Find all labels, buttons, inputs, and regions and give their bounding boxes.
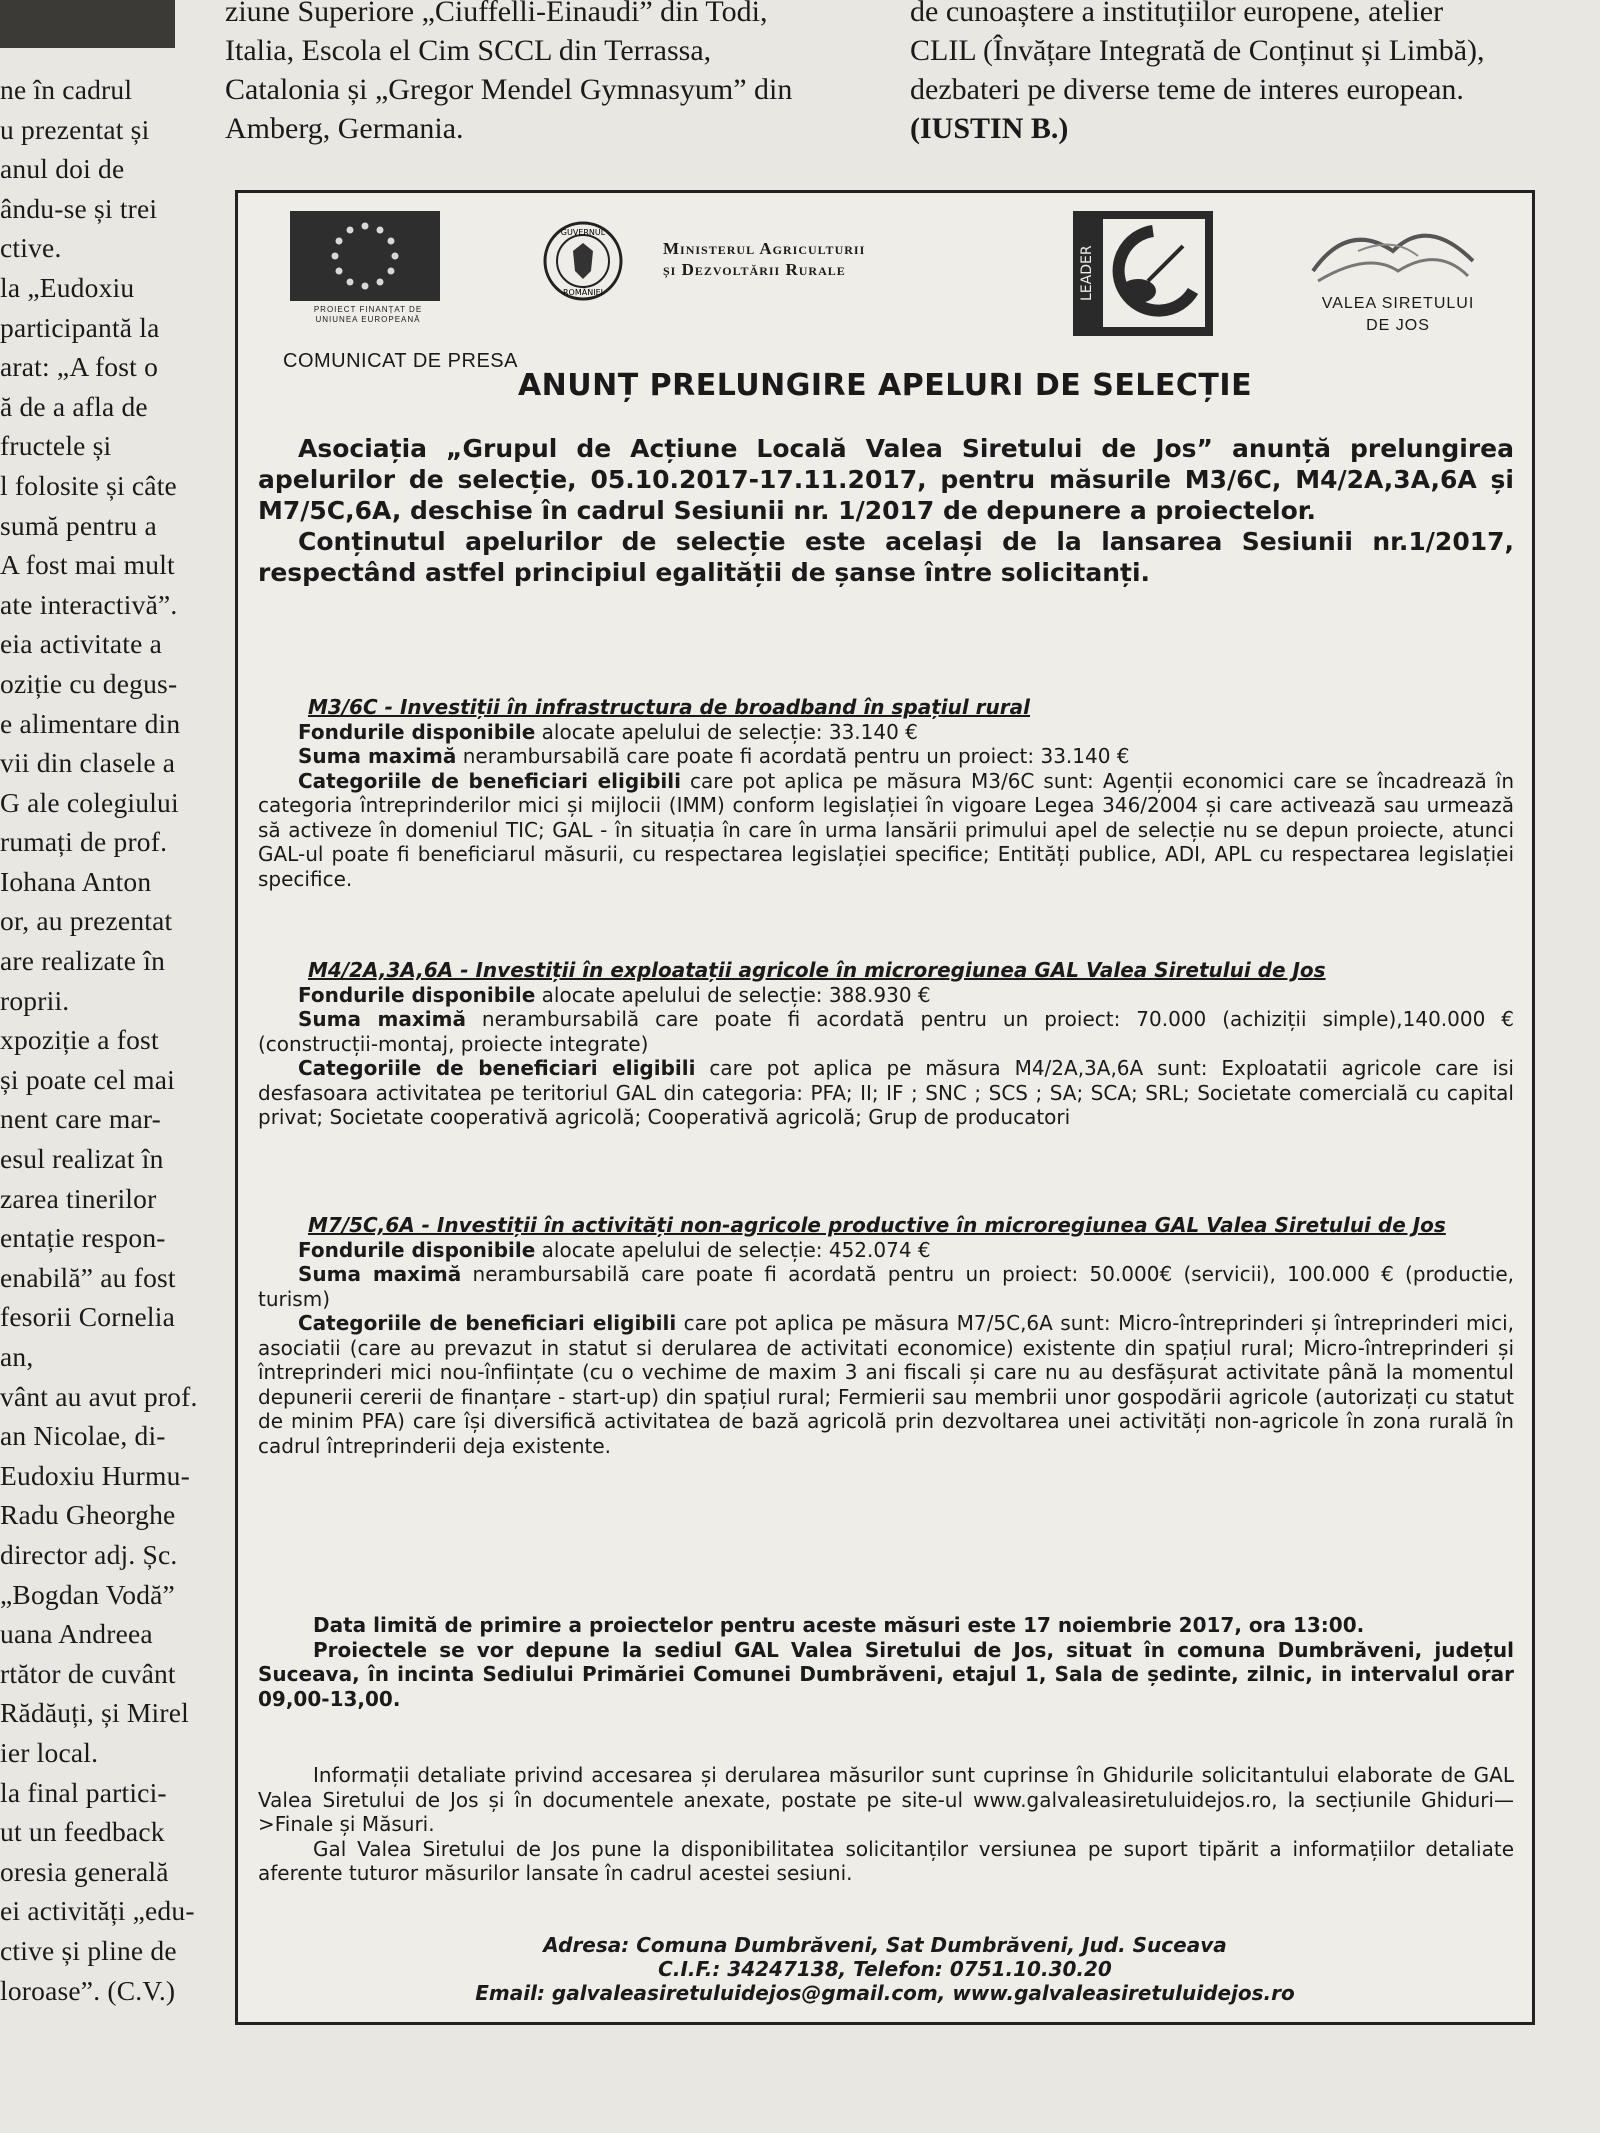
text-line: rumați de prof. xyxy=(0,826,168,858)
author-signature: (IUSTIN B.) xyxy=(910,112,1069,145)
measure-beneficiaries: Categoriile de beneficiari eligibili care pot aplica pe măsura M7/5C,6A sunt: Micro-întreprinderi și întreprinderi mici, asociatii (care au prevazut in statut si derularea de activitati economice) existente din spațiul rural; Micro-întreprinderi și întreprinderi mici nou-înființate (cu o vechime de maxim 3 ani fiscali și care nu au desfășurat activitate până la momentul depunerii cererii de finanțare - start-up) din spațiul rural; Fermierii sau membrii unor gospodării agricole (autorizați cu statut de minim PFA) care își diversifică activitatea de bază agricolă prin dezvoltarea unei activități non-agricole în zona rurală în cadrul întreprinderii deja existente. xyxy=(258,1311,1514,1458)
valea-siretului-name: VALEA SIRETULUI DE JOS xyxy=(1321,295,1475,334)
measure-section-m4 xyxy=(258,958,1514,1130)
text-line: Iohana Anton xyxy=(0,865,152,897)
text-line: arat: „A fost o xyxy=(0,351,159,383)
text-line: zarea tinerilor xyxy=(0,1182,157,1214)
press-release-label: COMUNICAT DE PRESA xyxy=(283,350,518,372)
deadline-text: Data limită de primire a proiectelor pentru aceste măsuri este 17 noiembrie 2017, ora 13:00. xyxy=(313,1613,1365,1637)
text-line: xpoziție a fost xyxy=(0,1024,159,1056)
text-line: ziune Superiore „Ciuffelli-Einaudi” din Todi, xyxy=(225,0,768,28)
text-line: eia activitate a xyxy=(0,628,162,660)
text-line: G ale colegiului xyxy=(0,786,179,818)
intro-text xyxy=(258,433,1514,588)
text-line: ctive și pline de xyxy=(0,1934,177,1966)
text-line: director adj. Șc. xyxy=(0,1538,178,1570)
measure-title: M3/6C - Investiții în infrastructura de broadband în spațiul rural xyxy=(308,695,1031,719)
valea-siretului-logo-icon xyxy=(1308,211,1478,291)
text-line: l folosite și câte xyxy=(0,469,177,501)
measure-max-sum: Suma maximă nerambursabilă care poate fi acordată pentru un proiect: 33.140 € xyxy=(298,744,1130,768)
text-line: u prezentat și xyxy=(0,113,150,145)
text-line: vânt au avut prof. xyxy=(0,1380,198,1412)
text-line: nent care mar- xyxy=(0,1103,162,1135)
text-line: Italia, Escola el Cim SCCL din Terrassa, xyxy=(225,34,712,67)
measure-section-m7 xyxy=(258,1213,1514,1458)
text-line: la final partici- xyxy=(0,1776,167,1808)
eu-flag-icon xyxy=(290,211,440,301)
text-line: „Bogdan Vodă” xyxy=(0,1578,175,1610)
info-text: Informații detaliate privind accesarea și derularea măsurilor sunt cuprinse în Ghidurile solicitantului elaborate de GAL Valea Siretului de Jos și în documentele anexate, postate pe site-ul www.galvaleasiretuluidejos.ro, la secțiunile Ghiduri—>Finale și Măsuri. xyxy=(258,1763,1514,1836)
text-line: Amberg, Germania. xyxy=(225,112,464,145)
text-line: la „Eudoxiu xyxy=(0,271,135,303)
text-line: loroase”. (C.V.) xyxy=(0,1974,176,2006)
text-line: are realizate în xyxy=(0,945,166,977)
address-line: Adresa: Comuna Dumbrăveni, Sat Dumbrăveni, Jud. Suceava xyxy=(543,1933,1227,1957)
text-line: A fost mai mult xyxy=(0,549,175,581)
text-line: roprii. xyxy=(0,984,70,1016)
text-line: enabilă” au fost xyxy=(0,1261,176,1293)
text-line: anul doi de xyxy=(0,153,125,185)
text-line: oziție cu degus- xyxy=(0,667,178,699)
info-block xyxy=(258,1763,1514,1886)
submission-text: Proiectele se vor depune la sediul GAL Valea Siretului de Jos, situat în comuna Dumbrăveni, județul Suceava, în incinta Sediului Primăriei Comunei Dumbrăveni, etajul 1, Sala de ședinte, zilnic, in intervalul orar 09,00-13,00. xyxy=(258,1637,1514,1711)
measure-title: M7/5C,6A - Investiții în activități non-agricole productive în microregiunea GAL Valea Siretului de Jos xyxy=(308,1213,1446,1237)
measure-beneficiaries: Categoriile de beneficiari eligibili care pot aplica pe măsura M4/2A,3A,6A sunt: Exploatatii agricole care isi desfasoara activitatea pe teritoriul GAL din categoria: PFA; II; IF ; SNC ; SCS ; SA; SCA; SRL; Societate comercială cu capital privat; Societate cooperativă agricolă; Cooperativă agricolă; Grup de producatori xyxy=(258,1056,1514,1129)
measure-funds: Fondurile disponibile alocate apelului de selecție: 33.140 € xyxy=(298,719,918,744)
text-line: fructele și xyxy=(0,430,112,462)
text-line: CLIL (Învățare Integrată de Conținut și Limbă), xyxy=(910,34,1485,67)
measure-funds: Fondurile disponibile alocate apelului de selecție: 388.930 € xyxy=(298,982,931,1007)
text-line: ier local. xyxy=(0,1736,99,1768)
text-line: sumă pentru a xyxy=(0,509,157,541)
text-line: an Nicolae, di- xyxy=(0,1420,166,1452)
svg-text:ROMÂNIEI: ROMÂNIEI xyxy=(563,288,603,297)
text-line: Radu Gheorghe xyxy=(0,1499,176,1531)
top-right-article xyxy=(910,0,1550,148)
text-line: ă de a afla de xyxy=(0,390,148,422)
svg-text:GUVERNUL: GUVERNUL xyxy=(560,228,606,237)
email-web-line: Email: galvaleasiretuluidejos@gmail.com, www.galvaleasiretuluidejos.ro xyxy=(475,1981,1295,2005)
text-line: entație respon- xyxy=(0,1222,166,1254)
text-line: e alimentare din xyxy=(0,707,181,739)
deadline-block xyxy=(258,1613,1514,1711)
top-middle-article xyxy=(225,0,865,148)
svg-text:LEADER: LEADER xyxy=(1079,245,1095,301)
measure-max-sum: Suma maximă nerambursabilă care poate fi acordată pentru un proiect: 70.000 (achiziții simple),140.000 € (construcții-montaj, proiecte integrate) xyxy=(258,1007,1514,1056)
headline: ANUNȚ PRELUNGIRE APELURI DE SELECȚIE xyxy=(517,368,1253,403)
text-line: vii din clasele a xyxy=(0,747,176,779)
text-line: de cunoaștere a instituțiilor europene, atelier xyxy=(910,0,1444,28)
press-release-ad xyxy=(235,190,1535,2025)
text-line: Catalonia și „Gregor Mendel Gymnasyum” din xyxy=(225,73,793,106)
text-line: or, au prezentat xyxy=(0,905,173,937)
text-line: Rădăuți, și Mirel xyxy=(0,1697,189,1729)
left-column-article xyxy=(0,70,205,2010)
contact-address xyxy=(238,1933,1532,2005)
measure-funds: Fondurile disponibile alocate apelului de selecție: 452.074 € xyxy=(298,1237,931,1262)
intro-paragraph: Asociația „Grupul de Acțiune Locală Valea Siretului de Jos” anunță prelungirea apelurilor de selecție, 05.10.2017-17.11.2017, pentru măsurile M3/6C, M4/2A,3A,6A și M7/5C,6A, deschise în cadrul Sesiunii nr. 1/2017 de depunere a proiectelor. xyxy=(258,434,1514,525)
measure-title: M4/2A,3A,6A - Investiții în exploatații agricole în microregiunea GAL Valea Siretului de Jos xyxy=(308,958,1326,982)
text-line: uana Andreea xyxy=(0,1618,153,1650)
text-line: dezbateri pe diverse teme de interes european. xyxy=(910,73,1464,106)
text-line: fesorii Cornelia xyxy=(0,1301,176,1333)
photo-corner xyxy=(0,0,175,48)
text-line: Eudoxiu Hurmu- xyxy=(0,1459,190,1491)
text-line: ate interactivă”. xyxy=(0,588,178,620)
measure-beneficiaries: Categoriile de beneficiari eligibili care pot aplica pe măsura M3/6C sunt: Agenții economici care se încadrează în categoria întreprinderilor mici și mijlocii (IMM) conform legislației în vigoare Legea 346/2004 și care activează sau urmează să activeze în domeniul TIC; GAL - în situația în care în urma lansării primului apel de selecție nu se depun proiecte, atunci GAL-ul poate fi beneficiarul măsurii, cu respectarea legislației specifice; Entități publice, ADI, APL cu respectarea legislației specifice. xyxy=(258,768,1514,891)
text-line: ut un feedback xyxy=(0,1816,165,1848)
text-line: an, xyxy=(0,1341,34,1372)
leader-logo-icon xyxy=(1073,211,1213,336)
text-line: ctive. xyxy=(0,232,62,264)
text-line: participantă la xyxy=(0,311,160,343)
text-line: ei activități „edu- xyxy=(0,1895,195,1927)
text-line: esul realizat în xyxy=(0,1143,164,1175)
text-line: și poate cel mai xyxy=(0,1063,176,1095)
romanian-government-seal-icon xyxy=(543,221,623,301)
ministry-name: Ministerul Agriculturii și Dezvoltării Rurale xyxy=(663,239,866,279)
text-line: ându-se și trei xyxy=(0,192,158,224)
measure-max-sum: Suma maximă nerambursabilă care poate fi acordată pentru un proiect: 50.000€ (servicii), 100.000 € (productie, turism) xyxy=(258,1262,1515,1311)
intro-paragraph: Conținutul apelurilor de selecție este același de la lansarea Sesiunii nr.1/2017, respectând astfel principiul egalității de șanse între solicitanți. xyxy=(258,527,1514,587)
info-text: Gal Valea Siretului de Jos pune la disponibilitatea solicitanților versiunea pe suport tipărit a informațiilor detaliate aferente tuturor măsurilor lansate în cadrul acestei sesiuni. xyxy=(258,1836,1514,1885)
text-line: oresia generală xyxy=(0,1855,169,1887)
text-line: rtător de cuvânt xyxy=(0,1657,176,1689)
text-line: ne în cadrul xyxy=(0,74,133,105)
eu-caption: PROIECT FINANȚAT DE UNIUNEA EUROPEANĂ xyxy=(313,305,423,324)
measure-section-m3 xyxy=(258,695,1514,891)
tax-phone-line: C.I.F.: 34247138, Telefon: 0751.10.30.20 xyxy=(658,1957,1112,1981)
